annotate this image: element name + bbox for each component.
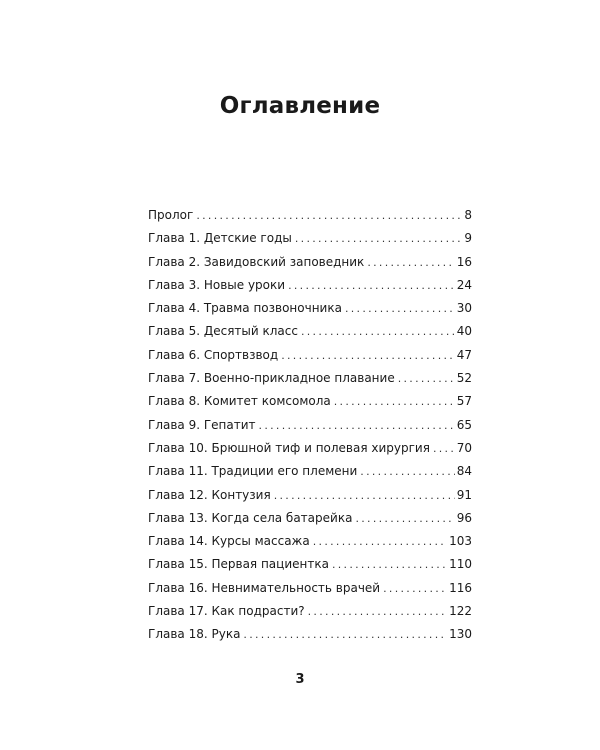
toc-entry-label: Глава 13. Когда села батарейка [148,510,353,525]
toc-entry-page: 84 [456,464,472,479]
dot-leader [398,367,455,390]
dot-leader [383,577,447,600]
dot-leader [196,204,462,227]
toc-entry-chapter-2[interactable] [148,251,472,274]
toc-entry-page: 103 [449,534,472,549]
dot-leader [259,414,455,437]
toc-entry-label: Глава 18. Рука [148,627,241,642]
dot-leader [433,437,455,460]
toc-entry-label: Глава 9. Гепатит [148,417,256,432]
toc-entry-page: 30 [456,301,472,316]
toc-entry-chapter-15[interactable] [148,553,472,576]
toc-entry-chapter-4[interactable] [148,297,472,320]
toc-entry-chapter-18[interactable] [148,623,472,646]
toc-entry-chapter-12[interactable] [148,484,472,507]
page-title: Оглавление [219,93,381,119]
toc-entry-page: 40 [456,324,472,339]
dot-leader [367,251,454,274]
toc-entry-chapter-1[interactable] [148,227,472,250]
toc-entry-prologue[interactable] [148,204,472,227]
toc-entry-label: Глава 6. Спортвзвод [148,347,279,362]
toc-entry-label: Глава 11. Традиции его племени [148,464,358,479]
toc-entry-label: Глава 17. Как подрасти? [148,604,305,619]
toc-entry-page: 110 [449,557,472,572]
toc-entry-label: Глава 10. Брюшной тиф и полевая хирургия [148,440,430,455]
toc-entry-page: 52 [456,371,472,386]
toc-entry-chapter-14[interactable] [148,530,472,553]
toc-entry-label: Глава 8. Комитет комсомола [148,394,331,409]
dot-leader [332,553,447,576]
toc-entry-chapter-17[interactable] [148,600,472,623]
toc-entry-chapter-9[interactable] [148,414,472,437]
dot-leader [334,390,455,413]
toc-entry-page: 122 [449,604,472,619]
toc-entry-label: Глава 7. Военно-прикладное плавание [148,371,395,386]
toc-entry-page: 8 [464,208,472,222]
dot-leader [355,507,454,530]
toc-entry-page: 96 [456,510,472,525]
toc-entry-page: 9 [464,231,472,246]
dot-leader [295,227,463,250]
dot-leader [274,484,455,507]
toc-entry-chapter-8[interactable] [148,390,472,413]
toc-entry-label: Глава 1. Детские годы [148,231,292,246]
toc-entry-chapter-3[interactable] [148,274,472,297]
toc-entry-page: 70 [456,440,472,455]
dot-leader [243,623,447,646]
toc-entry-chapter-7[interactable] [148,367,472,390]
toc-entry-label: Глава 12. Контузия [148,487,271,502]
toc-entry-page: 16 [456,254,472,269]
dot-leader [281,344,455,367]
dot-leader [360,460,454,483]
toc-entry-label: Глава 3. Новые уроки [148,277,286,292]
dot-leader [308,600,447,623]
toc-entry-label: Глава 14. Курсы массажа [148,534,310,549]
toc-entry-page: 47 [456,347,472,362]
toc-entry-page: 116 [449,580,472,595]
dot-leader [313,530,447,553]
toc-entry-chapter-5[interactable] [148,320,472,343]
toc-entry-chapter-16[interactable] [148,577,472,600]
toc-entry-label: Глава 2. Завидовский заповедник [148,254,365,269]
toc-entry-chapter-11[interactable] [148,460,472,483]
toc-entry-label: Пролог [148,208,194,222]
toc-entry-page: 91 [456,487,472,502]
toc-entry-label: Глава 16. Невнимательность врачей [148,580,381,595]
toc-entry-label: Глава 4. Травма позвоночника [148,301,342,316]
dot-leader [301,320,455,343]
toc-entry-chapter-10[interactable] [148,437,472,460]
dot-leader [288,274,455,297]
table-of-contents [148,204,472,647]
page-number: 3 [295,672,305,687]
toc-entry-label: Глава 15. Первая пациентка [148,557,329,572]
toc-entry-page: 130 [449,627,472,642]
dot-leader [345,297,455,320]
toc-entry-label: Глава 5. Десятый класс [148,324,298,339]
toc-entry-page: 57 [456,394,472,409]
toc-entry-chapter-6[interactable] [148,344,472,367]
toc-entry-page: 24 [456,277,472,292]
toc-entry-page: 65 [456,417,472,432]
toc-entry-chapter-13[interactable] [148,507,472,530]
